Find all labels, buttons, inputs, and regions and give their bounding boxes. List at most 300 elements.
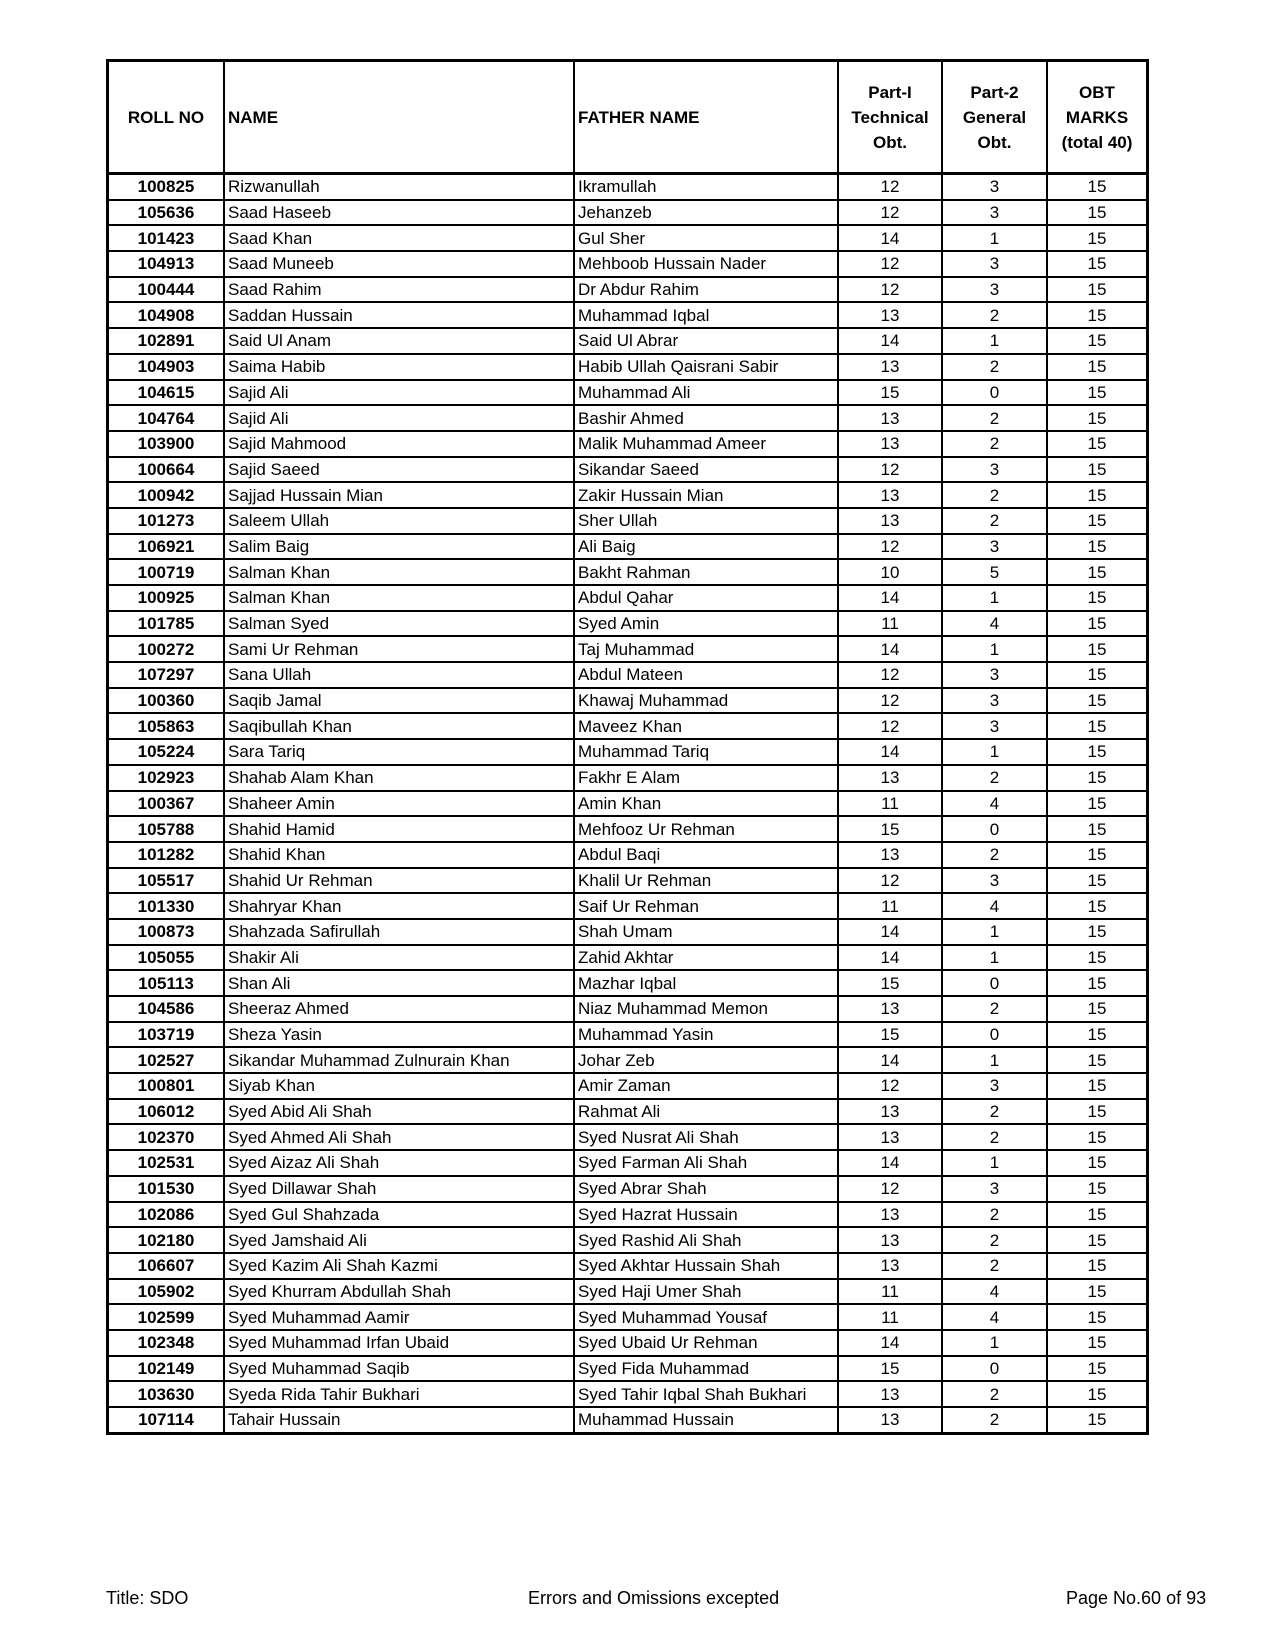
table-row (108, 1381, 1148, 1407)
father-name-cell: Abdul Qahar (574, 585, 838, 611)
table-row (108, 713, 1148, 739)
table-row (108, 559, 1148, 585)
obt-marks-cell: 15 (1047, 996, 1148, 1022)
roll-no-cell: 103900 (108, 431, 225, 457)
table-row (108, 842, 1148, 868)
obt-marks-cell: 15 (1047, 302, 1148, 328)
part1-score-cell: 13 (838, 1407, 942, 1433)
part1-score-cell: 12 (838, 1176, 942, 1202)
roll-no-cell: 100825 (108, 174, 225, 200)
name-cell: Rizwanullah (224, 174, 574, 200)
part1-score-cell: 13 (838, 482, 942, 508)
part1-score-cell: 15 (838, 970, 942, 996)
obt-marks-cell: 15 (1047, 174, 1148, 200)
name-cell: Said Ul Anam (224, 328, 574, 354)
obt-marks-cell: 15 (1047, 1304, 1148, 1330)
table-row (108, 765, 1148, 791)
obt-marks-cell: 15 (1047, 200, 1148, 226)
name-cell: Saddan Hussain (224, 302, 574, 328)
part1-score-cell: 11 (838, 1304, 942, 1330)
part2-score-cell: 0 (942, 380, 1047, 406)
part1-score-cell: 14 (838, 328, 942, 354)
table-row (108, 431, 1148, 457)
table-row (108, 662, 1148, 688)
father-name-cell: Muhammad Hussain (574, 1407, 838, 1433)
table-row (108, 1330, 1148, 1356)
table-row (108, 534, 1148, 560)
part1-score-cell: 15 (838, 1356, 942, 1382)
father-name-cell: Bakht Rahman (574, 559, 838, 585)
obt-marks-cell: 15 (1047, 1202, 1148, 1228)
roll-no-cell: 106607 (108, 1253, 225, 1279)
header-part2-general (942, 61, 1047, 174)
part2-score-cell: 3 (942, 200, 1047, 226)
table-header-row (108, 61, 1148, 174)
roll-no-cell: 100925 (108, 585, 225, 611)
footer-page-number: Page No.60 of 93 (1066, 1588, 1207, 1608)
table-row (108, 277, 1148, 303)
part2-score-cell: 3 (942, 713, 1047, 739)
table-row (108, 1047, 1148, 1073)
part1-score-cell: 14 (838, 585, 942, 611)
name-cell: Shan Ali (224, 970, 574, 996)
part2-score-cell: 1 (942, 636, 1047, 662)
part1-score-cell: 10 (838, 559, 942, 585)
name-cell: Saad Haseeb (224, 200, 574, 226)
father-name-cell: Niaz Muhammad Memon (574, 996, 838, 1022)
roll-no-cell: 106012 (108, 1099, 225, 1125)
roll-no-cell: 105636 (108, 200, 225, 226)
father-name-cell: Maveez Khan (574, 713, 838, 739)
name-cell: Syed Aizaz Ali Shah (224, 1150, 574, 1176)
obt-marks-cell: 15 (1047, 688, 1148, 714)
part1-score-cell: 11 (838, 611, 942, 637)
table-row (108, 1176, 1148, 1202)
name-cell: Sajid Ali (224, 405, 574, 431)
roll-no-cell: 100719 (108, 559, 225, 585)
part1-score-cell: 13 (838, 1381, 942, 1407)
father-name-cell: Muhammad Yasin (574, 1022, 838, 1048)
part2-score-cell: 2 (942, 482, 1047, 508)
obt-marks-cell: 15 (1047, 1150, 1148, 1176)
father-name-cell: Khawaj Muhammad (574, 688, 838, 714)
obt-marks-cell: 15 (1047, 1381, 1148, 1407)
obt-marks-cell: 15 (1047, 585, 1148, 611)
roll-no-cell: 105055 (108, 945, 225, 971)
father-name-cell: Abdul Mateen (574, 662, 838, 688)
header-part2-line: Obt. (977, 132, 1012, 152)
part2-score-cell: 0 (942, 816, 1047, 842)
part1-score-cell: 12 (838, 688, 942, 714)
obt-marks-cell: 15 (1047, 328, 1148, 354)
footer-note: Errors and Omissions excepted (528, 1588, 780, 1608)
father-name-cell: Fakhr E Alam (574, 765, 838, 791)
part2-score-cell: 3 (942, 688, 1047, 714)
table-row (108, 354, 1148, 380)
name-cell: Syeda Rida Tahir Bukhari (224, 1381, 574, 1407)
table-row (108, 1202, 1148, 1228)
obt-marks-cell: 15 (1047, 1176, 1148, 1202)
roll-no-cell: 101282 (108, 842, 225, 868)
roll-no-cell: 102923 (108, 765, 225, 791)
part1-score-cell: 13 (838, 405, 942, 431)
part2-score-cell: 2 (942, 354, 1047, 380)
table-row (108, 380, 1148, 406)
name-cell: Sikandar Muhammad Zulnurain Khan (224, 1047, 574, 1073)
part2-score-cell: 1 (942, 739, 1047, 765)
part2-score-cell: 3 (942, 868, 1047, 894)
roll-no-cell: 102180 (108, 1227, 225, 1253)
father-name-cell: Gul Sher (574, 225, 838, 251)
roll-no-cell: 100367 (108, 791, 225, 817)
part1-score-cell: 13 (838, 508, 942, 534)
part2-score-cell: 3 (942, 174, 1047, 200)
name-cell: Shaheer Amin (224, 791, 574, 817)
obt-marks-cell: 15 (1047, 251, 1148, 277)
father-name-cell: Johar Zeb (574, 1047, 838, 1073)
part2-score-cell: 3 (942, 277, 1047, 303)
part2-score-cell: 2 (942, 431, 1047, 457)
part1-score-cell: 12 (838, 174, 942, 200)
father-name-cell: Syed Ubaid Ur Rehman (574, 1330, 838, 1356)
roll-no-cell: 104913 (108, 251, 225, 277)
father-name-cell: Syed Abrar Shah (574, 1176, 838, 1202)
table-row (108, 302, 1148, 328)
part1-score-cell: 14 (838, 1330, 942, 1356)
name-cell: Sana Ullah (224, 662, 574, 688)
header-part1-line: Obt. (873, 132, 907, 152)
father-name-cell: Amin Khan (574, 791, 838, 817)
father-name-cell: Ikramullah (574, 174, 838, 200)
name-cell: Syed Gul Shahzada (224, 1202, 574, 1228)
name-cell: Tahair Hussain (224, 1407, 574, 1433)
name-cell: Shahid Khan (224, 842, 574, 868)
obt-marks-cell: 15 (1047, 482, 1148, 508)
father-name-cell: Muhammad Iqbal (574, 302, 838, 328)
part2-score-cell: 3 (942, 251, 1047, 277)
part2-score-cell: 3 (942, 1073, 1047, 1099)
part1-score-cell: 11 (838, 791, 942, 817)
table-row (108, 996, 1148, 1022)
roll-no-cell: 100444 (108, 277, 225, 303)
header-roll-no: ROLL NO (108, 61, 225, 174)
part1-score-cell: 11 (838, 1279, 942, 1305)
header-part1-line: Technical (851, 107, 929, 127)
father-name-cell: Dr Abdur Rahim (574, 277, 838, 303)
father-name-cell: Shah Umam (574, 919, 838, 945)
part2-score-cell: 2 (942, 1202, 1047, 1228)
name-cell: Shahab Alam Khan (224, 765, 574, 791)
roll-no-cell: 100801 (108, 1073, 225, 1099)
part1-score-cell: 15 (838, 380, 942, 406)
name-cell: Sami Ur Rehman (224, 636, 574, 662)
name-cell: Sajjad Hussain Mian (224, 482, 574, 508)
part1-score-cell: 12 (838, 1073, 942, 1099)
table-row (108, 868, 1148, 894)
part2-score-cell: 1 (942, 585, 1047, 611)
table-row (108, 945, 1148, 971)
header-part2-line: Part-2 (970, 82, 1019, 102)
father-name-cell: Malik Muhammad Ameer (574, 431, 838, 457)
part2-score-cell: 4 (942, 791, 1047, 817)
father-name-cell: Syed Hazrat Hussain (574, 1202, 838, 1228)
part1-score-cell: 14 (838, 225, 942, 251)
roll-no-cell: 101530 (108, 1176, 225, 1202)
roll-no-cell: 104764 (108, 405, 225, 431)
obt-marks-cell: 15 (1047, 739, 1148, 765)
part2-score-cell: 2 (942, 842, 1047, 868)
obt-marks-cell: 15 (1047, 431, 1148, 457)
name-cell: Saqib Jamal (224, 688, 574, 714)
part2-score-cell: 2 (942, 765, 1047, 791)
name-cell: Saad Muneeb (224, 251, 574, 277)
father-name-cell: Khalil Ur Rehman (574, 868, 838, 894)
roll-no-cell: 107114 (108, 1407, 225, 1433)
obt-marks-cell: 15 (1047, 225, 1148, 251)
name-cell: Syed Ahmed Ali Shah (224, 1124, 574, 1150)
part1-score-cell: 14 (838, 1150, 942, 1176)
header-part2-line: General (962, 107, 1027, 127)
father-name-cell: Muhammad Ali (574, 380, 838, 406)
father-name-cell: Syed Fida Muhammad (574, 1356, 838, 1382)
roll-no-cell: 102370 (108, 1124, 225, 1150)
obt-marks-cell: 15 (1047, 945, 1148, 971)
part1-score-cell: 12 (838, 662, 942, 688)
obt-marks-cell: 15 (1047, 534, 1148, 560)
obt-marks-cell: 15 (1047, 277, 1148, 303)
table-row (108, 1356, 1148, 1382)
part2-score-cell: 1 (942, 225, 1047, 251)
name-cell: Syed Muhammad Aamir (224, 1304, 574, 1330)
part1-score-cell: 12 (838, 277, 942, 303)
part2-score-cell: 4 (942, 611, 1047, 637)
father-name-cell: Zakir Hussain Mian (574, 482, 838, 508)
obt-marks-cell: 15 (1047, 791, 1148, 817)
roll-no-cell: 100873 (108, 919, 225, 945)
roll-no-cell: 100272 (108, 636, 225, 662)
obt-marks-cell: 15 (1047, 868, 1148, 894)
obt-marks-cell: 15 (1047, 1099, 1148, 1125)
part1-score-cell: 14 (838, 739, 942, 765)
table-row (108, 405, 1148, 431)
father-name-cell: Sher Ullah (574, 508, 838, 534)
obt-marks-cell: 15 (1047, 765, 1148, 791)
name-cell: Syed Muhammad Irfan Ubaid (224, 1330, 574, 1356)
part2-score-cell: 2 (942, 1253, 1047, 1279)
father-name-cell: Bashir Ahmed (574, 405, 838, 431)
father-name-cell: Saif Ur Rehman (574, 893, 838, 919)
table-row (108, 919, 1148, 945)
header-name: NAME (224, 61, 574, 174)
table-row (108, 1124, 1148, 1150)
father-name-cell: Zahid Akhtar (574, 945, 838, 971)
name-cell: Salman Khan (224, 585, 574, 611)
name-cell: Syed Dillawar Shah (224, 1176, 574, 1202)
part1-score-cell: 13 (838, 1124, 942, 1150)
header-obt-line: MARKS (1065, 107, 1129, 127)
name-cell: Saima Habib (224, 354, 574, 380)
father-name-cell: Said Ul Abrar (574, 328, 838, 354)
part1-score-cell: 12 (838, 457, 942, 483)
roll-no-cell: 104908 (108, 302, 225, 328)
name-cell: Sheeraz Ahmed (224, 996, 574, 1022)
roll-no-cell: 104903 (108, 354, 225, 380)
part2-score-cell: 3 (942, 457, 1047, 483)
footer-title: Title: SDO (106, 1588, 189, 1608)
table-row (108, 482, 1148, 508)
name-cell: Sajid Saeed (224, 457, 574, 483)
obt-marks-cell: 15 (1047, 842, 1148, 868)
table-row (108, 893, 1148, 919)
part1-score-cell: 13 (838, 431, 942, 457)
roll-no-cell: 104586 (108, 996, 225, 1022)
name-cell: Shahid Hamid (224, 816, 574, 842)
father-name-cell: Mehfooz Ur Rehman (574, 816, 838, 842)
obt-marks-cell: 15 (1047, 713, 1148, 739)
part1-score-cell: 12 (838, 713, 942, 739)
part1-score-cell: 12 (838, 200, 942, 226)
obt-marks-cell: 15 (1047, 457, 1148, 483)
table-row (108, 688, 1148, 714)
father-name-cell: Amir Zaman (574, 1073, 838, 1099)
obt-marks-cell: 15 (1047, 662, 1148, 688)
part1-score-cell: 13 (838, 1099, 942, 1125)
roll-no-cell: 101330 (108, 893, 225, 919)
roll-no-cell: 103719 (108, 1022, 225, 1048)
father-name-cell: Syed Haji Umer Shah (574, 1279, 838, 1305)
part2-score-cell: 2 (942, 1407, 1047, 1433)
table-row (108, 1150, 1148, 1176)
part2-score-cell: 2 (942, 508, 1047, 534)
obt-marks-cell: 15 (1047, 405, 1148, 431)
part1-score-cell: 13 (838, 302, 942, 328)
obt-marks-cell: 15 (1047, 1047, 1148, 1073)
part1-score-cell: 13 (838, 842, 942, 868)
part2-score-cell: 2 (942, 405, 1047, 431)
name-cell: Shahzada Safirullah (224, 919, 574, 945)
obt-marks-cell: 15 (1047, 1356, 1148, 1382)
name-cell: Shahryar Khan (224, 893, 574, 919)
header-father-name: FATHER NAME (574, 61, 838, 174)
name-cell: Salman Khan (224, 559, 574, 585)
father-name-cell: Syed Akhtar Hussain Shah (574, 1253, 838, 1279)
roll-no-cell: 105517 (108, 868, 225, 894)
obt-marks-cell: 15 (1047, 1279, 1148, 1305)
table-row (108, 970, 1148, 996)
father-name-cell: Rahmat Ali (574, 1099, 838, 1125)
name-cell: Sheza Yasin (224, 1022, 574, 1048)
name-cell: Saqibullah Khan (224, 713, 574, 739)
table-row (108, 200, 1148, 226)
obt-marks-cell: 15 (1047, 1022, 1148, 1048)
part2-score-cell: 4 (942, 1304, 1047, 1330)
name-cell: Saleem Ullah (224, 508, 574, 534)
father-name-cell: Muhammad Tariq (574, 739, 838, 765)
father-name-cell: Syed Nusrat Ali Shah (574, 1124, 838, 1150)
father-name-cell: Sikandar Saeed (574, 457, 838, 483)
table-row (108, 816, 1148, 842)
part2-score-cell: 1 (942, 328, 1047, 354)
obt-marks-cell: 15 (1047, 354, 1148, 380)
name-cell: Syed Muhammad Saqib (224, 1356, 574, 1382)
name-cell: Sara Tariq (224, 739, 574, 765)
father-name-cell: Syed Tahir Iqbal Shah Bukhari (574, 1381, 838, 1407)
part2-score-cell: 1 (942, 945, 1047, 971)
roll-no-cell: 102348 (108, 1330, 225, 1356)
roll-no-cell: 103630 (108, 1381, 225, 1407)
part2-score-cell: 4 (942, 1279, 1047, 1305)
part1-score-cell: 14 (838, 919, 942, 945)
name-cell: Sajid Mahmood (224, 431, 574, 457)
obt-marks-cell: 15 (1047, 636, 1148, 662)
part2-score-cell: 0 (942, 970, 1047, 996)
part2-score-cell: 0 (942, 1022, 1047, 1048)
obt-marks-cell: 15 (1047, 1227, 1148, 1253)
roll-no-cell: 105863 (108, 713, 225, 739)
name-cell: Syed Jamshaid Ali (224, 1227, 574, 1253)
name-cell: Saad Khan (224, 225, 574, 251)
part2-score-cell: 4 (942, 893, 1047, 919)
table-row (108, 174, 1148, 200)
obt-marks-cell: 15 (1047, 1073, 1148, 1099)
roll-no-cell: 106921 (108, 534, 225, 560)
table-row (108, 1407, 1148, 1433)
roll-no-cell: 102086 (108, 1202, 225, 1228)
part1-score-cell: 14 (838, 636, 942, 662)
roll-no-cell: 101785 (108, 611, 225, 637)
table-row (108, 1073, 1148, 1099)
obt-marks-cell: 15 (1047, 1253, 1148, 1279)
father-name-cell: Syed Rashid Ali Shah (574, 1227, 838, 1253)
roll-no-cell: 100360 (108, 688, 225, 714)
part2-score-cell: 2 (942, 1381, 1047, 1407)
table-row (108, 636, 1148, 662)
table-row (108, 1022, 1148, 1048)
table-row (108, 508, 1148, 534)
part1-score-cell: 13 (838, 354, 942, 380)
part1-score-cell: 13 (838, 1227, 942, 1253)
part2-score-cell: 1 (942, 1047, 1047, 1073)
name-cell: Syed Abid Ali Shah (224, 1099, 574, 1125)
roll-no-cell: 105902 (108, 1279, 225, 1305)
part1-score-cell: 14 (838, 945, 942, 971)
table-body (108, 174, 1148, 1434)
roll-no-cell: 102531 (108, 1150, 225, 1176)
father-name-cell: Mazhar Iqbal (574, 970, 838, 996)
roll-no-cell: 107297 (108, 662, 225, 688)
roll-no-cell: 105113 (108, 970, 225, 996)
obt-marks-cell: 15 (1047, 1330, 1148, 1356)
roll-no-cell: 101273 (108, 508, 225, 534)
table-row (108, 457, 1148, 483)
father-name-cell: Ali Baig (574, 534, 838, 560)
table-row (108, 739, 1148, 765)
father-name-cell: Jehanzeb (574, 200, 838, 226)
roll-no-cell: 105224 (108, 739, 225, 765)
part1-score-cell: 14 (838, 1047, 942, 1073)
table-row (108, 1099, 1148, 1125)
part2-score-cell: 2 (942, 1124, 1047, 1150)
header-obt-line: OBT (1079, 82, 1115, 102)
header-obt-marks (1047, 61, 1148, 174)
obt-marks-cell: 15 (1047, 970, 1148, 996)
results-table (106, 59, 1149, 1435)
obt-marks-cell: 15 (1047, 816, 1148, 842)
father-name-cell: Habib Ullah Qaisrani Sabir (574, 354, 838, 380)
header-part1-technical (838, 61, 942, 174)
part2-score-cell: 2 (942, 302, 1047, 328)
obt-marks-cell: 15 (1047, 380, 1148, 406)
